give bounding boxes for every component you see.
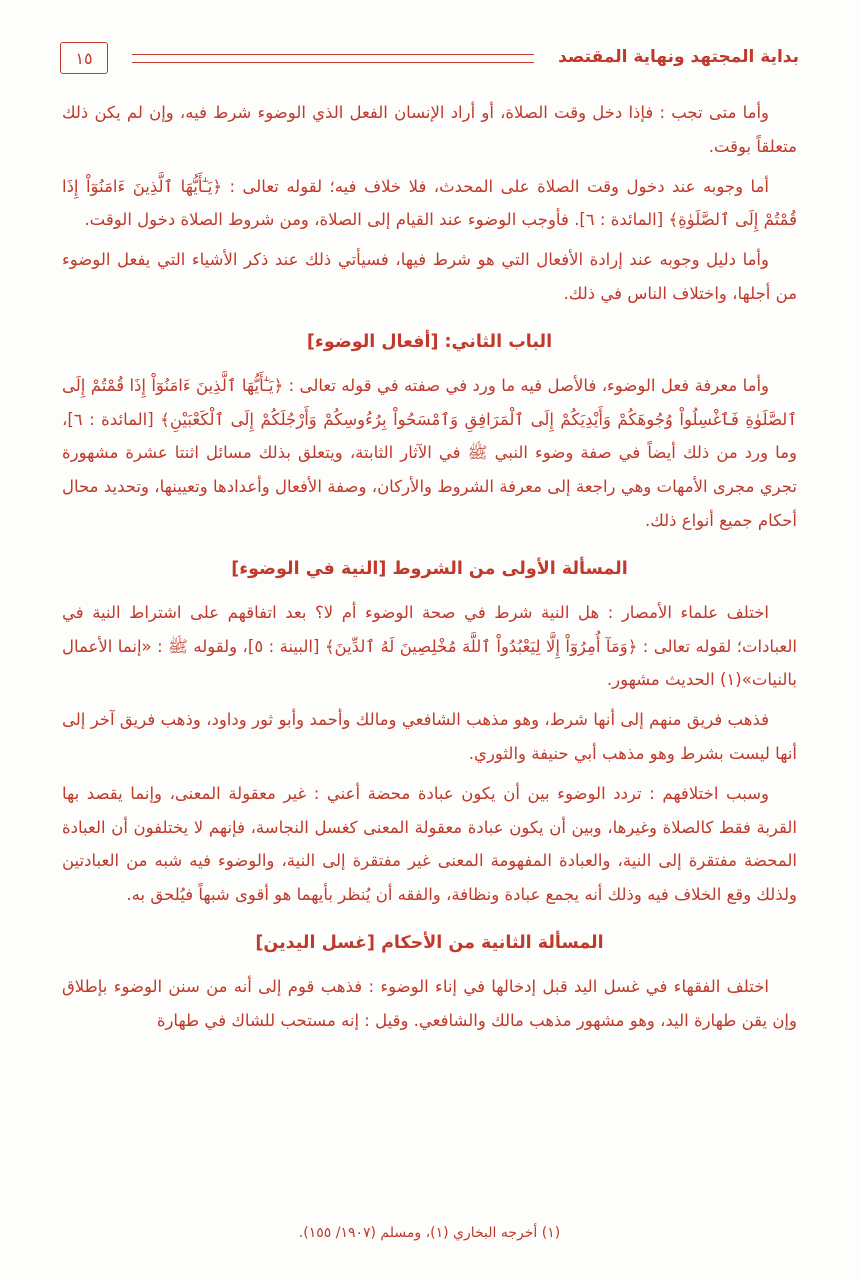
section-heading-issue-one: المسألة الأولى من الشروط [النية في الوضوء] xyxy=(231,558,628,579)
page-number: ١٥ xyxy=(60,42,108,74)
paragraph-2: أما وجوبه عند دخول وقت الصلاة على المحدث، فلا خلاف فيه؛ لقوله تعالى : ﴿يَـٰٓأَيُّهَا ٱلَّذِينَ ءَامَنُوٓاْ إِذَا قُمْتُمْ إِلَى ٱلصَّلَوٰةِ﴾ [المائدة : ٦]. فأوجب الوضوء عند القيام إلى الصلاة، ومن شروط الصلاة دخول الوقت. xyxy=(62,176,797,230)
paragraph-7: وسبب اختلافهم : تردد الوضوء بين أن يكون عبادة محضة أعني : غير معقولة المعنى، وإنما يقصد بها القربة فقط كالصلاة وغيرها، وبين أن يكون عبادة معقولة المعنى كغسل النجاسة، فإنهم لا يختلفون أن العبادة المحضة مفتقرة إلى النية، والعبادة المفهومة المعنى غير مفتقرة إلى النية، والوضوء فيه شبه من العبادتين ولذلك وقع الخلاف فيه وذلك أنه يجمع عبادة ونظافة، والفقه أن يُنظر بأيهما هو أقوى شبهاً فيُلحق به. xyxy=(62,783,797,905)
page-body xyxy=(62,96,797,1210)
footnote-text: (١) أخرجه البخاري (١)، ومسلم (١٩٠٧/ ١٥٥). xyxy=(298,1224,561,1241)
page-header xyxy=(60,38,799,78)
footnote-area xyxy=(62,1221,797,1246)
paragraph-1: وأما متى تجب : فإذا دخل وقت الصلاة، أو أراد الإنسان الفعل الذي الوضوء شرط فيه، وإن لم يكن ذلك متعلقاً بوقت. xyxy=(62,103,797,156)
book-title: بداية المجتهد ونهاية المقتصد xyxy=(558,47,799,67)
section-heading-chapter-two: الباب الثاني: [أفعال الوضوء] xyxy=(306,331,553,352)
paragraph-5: اختلف علماء الأمصار : هل النية شرط في صحة الوضوء أم لا؟ بعد اتفاقهم على اشتراط النية في العبادات؛ لقوله تعالى : ﴿وَمَآ أُمِرُوٓاْ إِلَّا لِيَعْبُدُواْ ٱللَّهَ مُخْلِصِينَ لَهُ ٱلدِّينَ﴾ [البينة : ٥]، ولقوله ﷺ : «إنما الأعمال بالنيات»(١) الحديث مشهور. xyxy=(62,602,798,690)
paragraph-6: فذهب فريق منهم إلى أنها شرط، وهو مذهب الشافعي ومالك وأحمد وأبو ثور وداود، وذهب فريق آخر إلى أنها ليست بشرط وهو مذهب أبي حنيفة والثوري. xyxy=(62,710,797,763)
section-heading-issue-two: المسألة الثانية من الأحكام [غسل اليدين] xyxy=(255,933,604,953)
header-divider-rule xyxy=(132,54,534,63)
paragraph-8: اختلف الفقهاء في غسل اليد قبل إدخالها في إناء الوضوء : فذهب قوم إلى أنه من سنن الوضوء بإطلاق وإن يقن طهارة اليد، وهو مشهور مذهب مالك والشافعي. وقيل : إنه مستحب للشاك في طهارة xyxy=(62,976,797,1030)
paragraph-4: وأما معرفة فعل الوضوء، فالأصل فيه ما ورد في صفته في قوله تعالى : ﴿يَـٰٓأَيُّهَا ٱلَّذِينَ ءَامَنُوٓاْ إِذَا قُمْتُمْ إِلَى ٱلصَّلَوٰةِ فَٱغْسِلُواْ وُجُوهَكُمْ وَأَيْدِيَكُمْ إِلَى ٱلْمَرَافِقِ وَٱمْسَحُواْ بِرُءُوسِكُمْ وَأَرْجُلَكُمْ إِلَى ٱلْكَعْبَيْنِ﴾ [المائدة : ٦]، وما ورد من ذلك أيضاً في صفة وضوء النبي ﷺ في الآثار الثابتة، ويتعلق بذلك مسائل اثنتا عشرة مشهورة تجري مجرى الأمهات وهي راجعة إلى معرفة الشروط والأركان، وصفة الأفعال وأعدادها وتعيينها، وتحديد محال أحكام جميع أنواع ذلك. xyxy=(62,375,797,530)
paragraph-3: وأما دليل وجوبه عند إرادة الأفعال التي هو شرط فيها، فسيأتي ذلك عند ذكر الأشياء التي يفعل الوضوء من أجلها، واختلاف الناس في ذلك. xyxy=(62,250,797,304)
